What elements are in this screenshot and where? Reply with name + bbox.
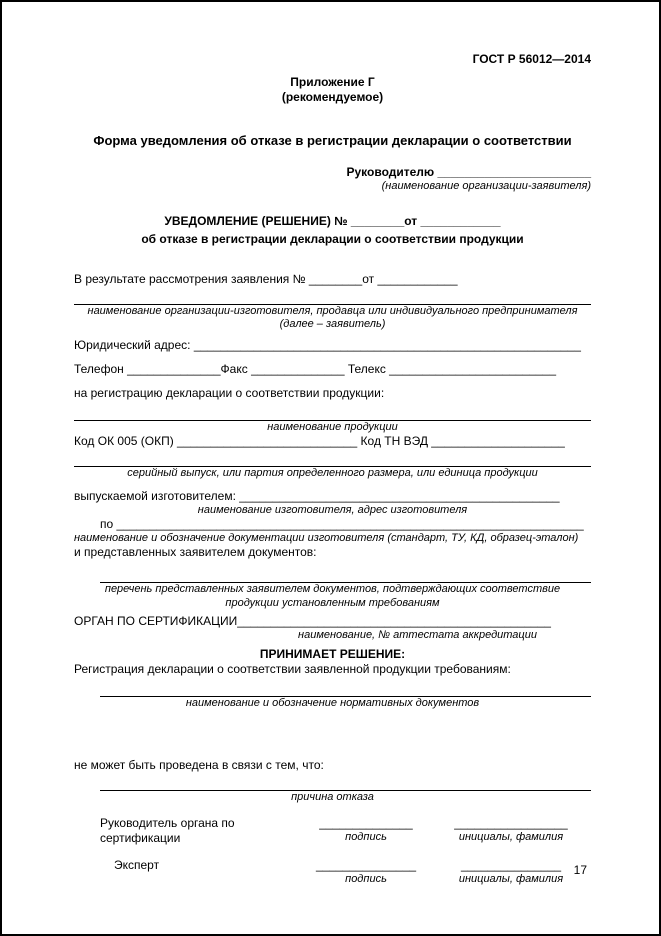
applicant-blank-line xyxy=(74,291,591,305)
head-signature-label: Руководитель органа по сертификации xyxy=(100,816,235,846)
manufacturer-docs-caption: наименование и обозначение документации изготовителя (стандарт, ТУ, КД, образец-эталон) xyxy=(74,532,579,545)
refusal-blank-line xyxy=(100,777,591,791)
page-number: 17 xyxy=(573,863,587,877)
docs-list-caption-2: продукции установленным требованиям xyxy=(225,596,440,609)
certification-body-line: ОРГАН ПО СЕРТИФИКАЦИИ_______________________________________________ xyxy=(74,613,551,628)
phone-fax-telex-line: Телефон ______________Факс ______________ Телекс _________________________ xyxy=(74,361,557,376)
decision-line: Регистрация декларации о соответствии заявленной продукции требованиям: xyxy=(74,661,511,676)
expert-signature-row xyxy=(74,858,591,886)
refusal-line: не может быть проведена в связи с тем, что: xyxy=(74,758,324,773)
expert-signature-caption: подпись xyxy=(345,873,387,886)
gost-standard-number: ГОСТ Р 56012—2014 xyxy=(472,52,591,66)
addressee-line: Руководителю _______________________ xyxy=(346,165,591,180)
addressee-caption: (наименование организации-заявителя) xyxy=(381,180,591,193)
manufacturer-caption: наименование изготовителя, адрес изготовителя xyxy=(197,503,468,516)
appendix-title: Приложение Г xyxy=(290,75,375,89)
appendix-block xyxy=(74,75,591,105)
notice-title-line1: УВЕДОМЛЕНИЕ (РЕШЕНИЕ) № ________от ____________ xyxy=(164,214,501,229)
refusal-caption: причина отказа xyxy=(291,791,374,804)
application-result-line: В результате рассмотрения заявления № ________от ____________ xyxy=(74,272,458,287)
normative-caption: наименование и обозначение нормативных документов xyxy=(185,696,480,709)
product-blank-line xyxy=(74,407,591,421)
manufacturer-docs-line: по ______________________________________________________________________ xyxy=(100,517,584,532)
head-signature-blank: ______________ xyxy=(319,816,413,831)
expert-signature-label: Эксперт xyxy=(114,858,160,873)
notice-title-block xyxy=(74,213,591,248)
batch-blank-line xyxy=(74,453,591,467)
normative-blank-line xyxy=(100,683,591,697)
form-title: Форма уведомления об отказе в регистрации декларации о соответствии xyxy=(93,133,572,148)
expert-name-caption: инициалы, фамилия xyxy=(458,873,564,886)
manufacturer-line: выпускаемой изготовителем: ________________________________________________ xyxy=(74,488,560,503)
submitted-docs-line: и представленных заявителем документов: xyxy=(74,545,317,560)
notice-title-line2: об отказе в регистрации декларации о соответствии продукции xyxy=(141,231,524,246)
applicant-caption-1: наименование организации-изготовителя, продавца или индивидуального предпринимателя xyxy=(87,305,578,318)
appendix-note: (рекомендуемое) xyxy=(281,90,384,104)
product-caption: наименование продукции xyxy=(267,420,398,433)
batch-caption: серийный выпуск, или партия определенного размера, или единица продукции xyxy=(127,466,538,479)
registration-line: на регистрацию декларации о соответствии продукции: xyxy=(74,385,385,400)
decision-heading: ПРИНИМАЕТ РЕШЕНИЕ: xyxy=(259,646,406,661)
head-signature-row xyxy=(74,816,591,846)
codes-line: Код ОК 005 (ОКП) ___________________________ Код ТН ВЭД ____________________ xyxy=(74,433,565,448)
legal-address-line: Юридический адрес: __________________________________________________________ xyxy=(74,337,581,352)
expert-name-blank: _______________ xyxy=(460,858,562,873)
head-name-caption: инициалы, фамилия xyxy=(458,831,564,844)
applicant-caption-2: (далее – заявитель) xyxy=(279,318,386,331)
expert-signature-blank: _______________ xyxy=(315,858,417,873)
docs-list-blank-line xyxy=(100,569,591,583)
certification-body-caption: наименование, № аттестата аккредитации xyxy=(298,628,537,641)
head-signature-caption: подпись xyxy=(345,831,387,844)
addressee-block xyxy=(74,165,591,193)
docs-list-caption-1: перечень представленных заявителем документов, подтверждающих соответствие xyxy=(104,583,561,596)
head-name-blank: _________________ xyxy=(454,816,568,831)
